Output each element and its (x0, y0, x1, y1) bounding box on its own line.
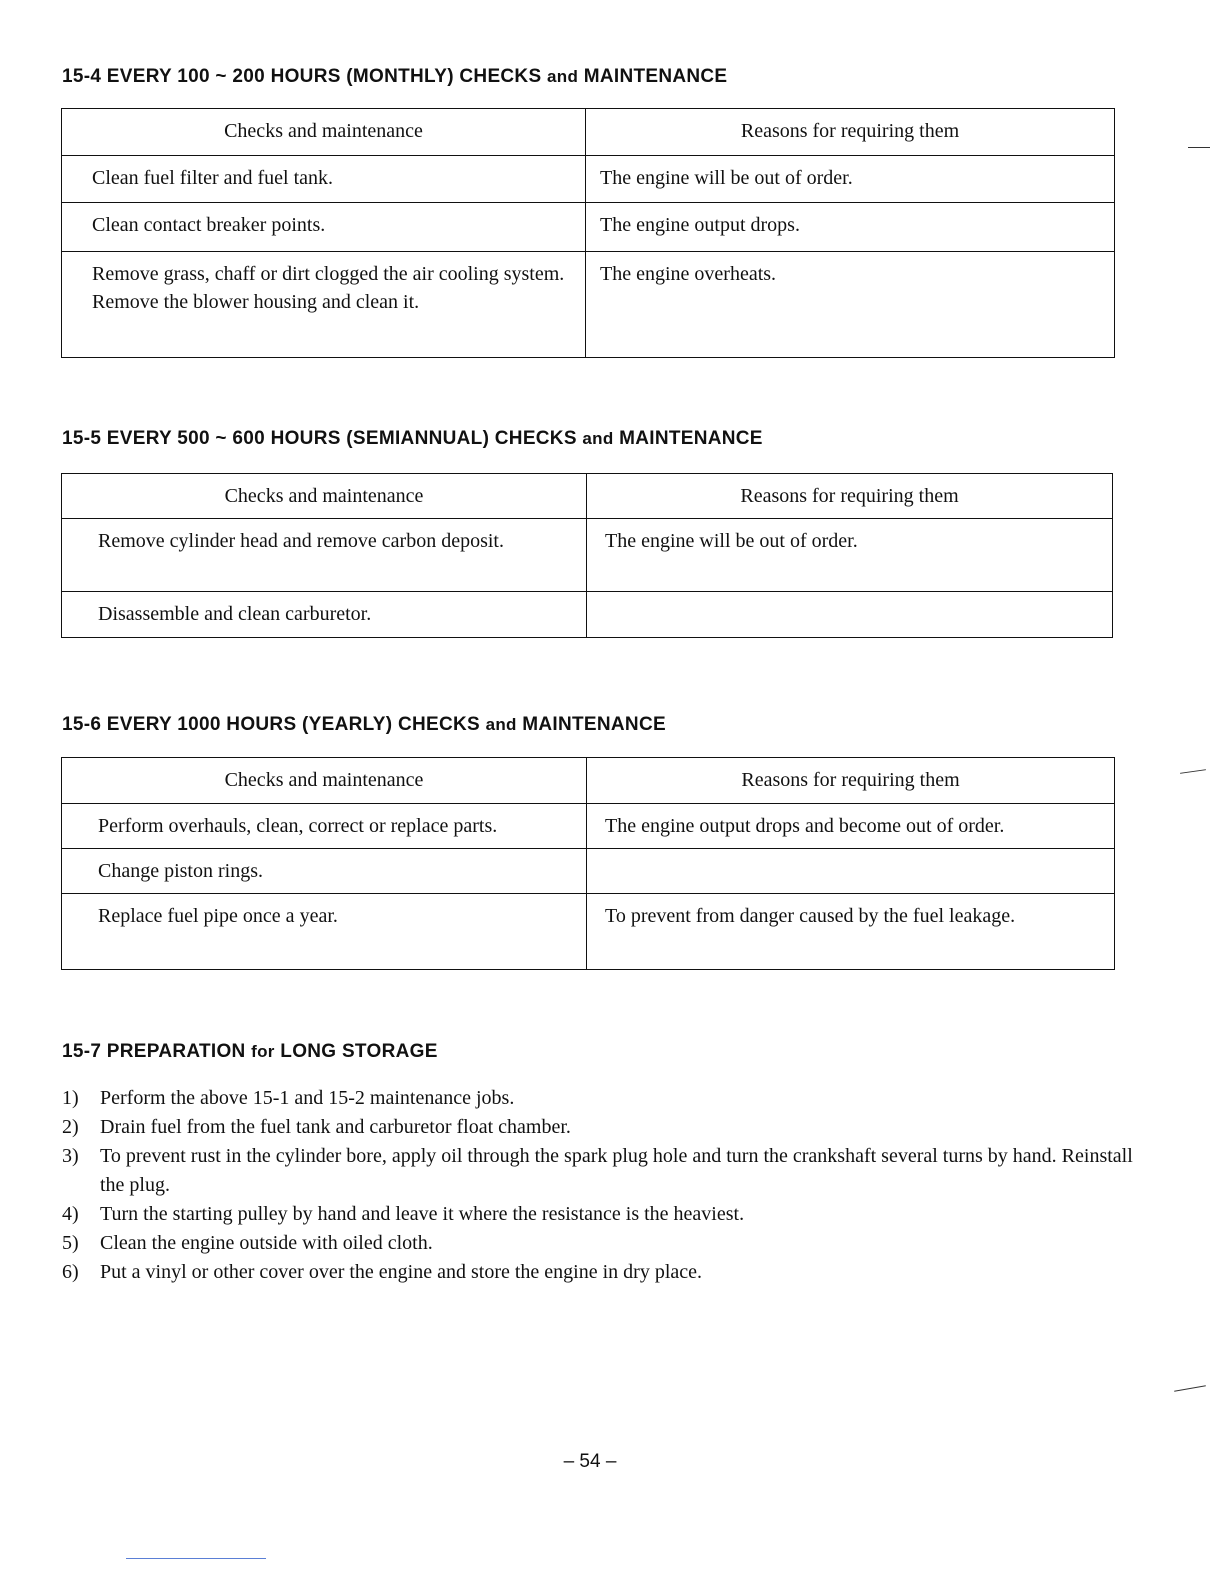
check-cell: Replace fuel pipe once a year. (62, 894, 587, 970)
table-row (62, 156, 1115, 203)
col-header-checks: Checks and maintenance (62, 474, 587, 519)
margin-mark (1188, 147, 1210, 148)
reason-cell (587, 592, 1113, 638)
table-row (62, 592, 1113, 638)
step-text: Clean the engine outside with oiled cloth. (100, 1232, 433, 1254)
storage-steps-list (62, 1084, 1142, 1287)
step-number: 5) (62, 1232, 79, 1254)
maintenance-table-15-6 (61, 757, 1115, 970)
reason-cell: The engine output drops. (586, 203, 1115, 252)
list-item (62, 1084, 1142, 1113)
step-text: Perform the above 15-1 and 15-2 maintenance jobs. (100, 1087, 515, 1109)
heading-text: 15-6 EVERY 1000 HOURS (YEARLY) CHECKS (62, 714, 486, 735)
heading-and: and (547, 67, 579, 86)
list-item (62, 1113, 1142, 1142)
check-cell: Clean fuel filter and fuel tank. (62, 156, 586, 203)
list-item (62, 1229, 1142, 1258)
heading-text-end: MAINTENANCE (516, 714, 666, 735)
list-item (62, 1142, 1142, 1200)
page-number: – 54 – (563, 1451, 617, 1472)
reason-cell (587, 849, 1115, 894)
step-number: 4) (62, 1203, 79, 1225)
step-number: 2) (62, 1116, 79, 1138)
section-heading-15-7 (62, 1041, 438, 1063)
table-row (62, 849, 1115, 894)
list-item (62, 1258, 1142, 1287)
reason-cell: The engine output drops and become out of order. (587, 804, 1115, 849)
heading-text-end: LONG STORAGE (274, 1041, 438, 1062)
check-cell: Remove grass, chaff or dirt clogged the air cooling system. Remove the blower housing and clean it. (62, 252, 586, 358)
table-row (62, 894, 1115, 970)
table-header-row (62, 109, 1115, 156)
check-cell: Change piston rings. (62, 849, 587, 894)
heading-and: and (582, 429, 614, 448)
maintenance-table-15-4 (61, 108, 1115, 358)
check-cell: Perform overhauls, clean, correct or replace parts. (62, 804, 587, 849)
step-number: 6) (62, 1261, 79, 1283)
check-cell: Disassemble and clean carburetor. (62, 592, 587, 638)
col-header-reasons: Reasons for requiring them (587, 758, 1115, 804)
heading-text-end: MAINTENANCE (578, 66, 728, 87)
reason-cell: The engine will be out of order. (586, 156, 1115, 203)
heading-for: for (251, 1042, 275, 1061)
heading-text: 15-4 EVERY 100 ~ 200 HOURS (MONTHLY) CHECKS (62, 66, 548, 87)
reason-cell: The engine overheats. (586, 252, 1115, 358)
step-text: Turn the starting pulley by hand and leave it where the resistance is the heaviest. (100, 1203, 745, 1225)
maintenance-table-15-5 (61, 473, 1113, 638)
step-text: Drain fuel from the fuel tank and carburetor float chamber. (100, 1116, 571, 1138)
check-cell: Remove cylinder head and remove carbon deposit. (62, 519, 587, 592)
col-header-checks: Checks and maintenance (62, 758, 587, 804)
section-heading-15-6 (62, 714, 666, 736)
table-row (62, 252, 1115, 358)
reason-cell: To prevent from danger caused by the fuel leakage. (587, 894, 1115, 970)
heading-and: and (485, 715, 517, 734)
table-row (62, 203, 1115, 252)
step-text: Put a vinyl or other cover over the engine and store the engine in dry place. (100, 1261, 703, 1283)
margin-mark (1180, 769, 1206, 774)
heading-text-end: MAINTENANCE (613, 428, 763, 449)
col-header-reasons: Reasons for requiring them (587, 474, 1113, 519)
heading-text: 15-7 PREPARATION (62, 1041, 252, 1062)
section-heading-15-5 (62, 428, 763, 450)
bottom-rule (126, 1558, 266, 1559)
list-item (62, 1200, 1142, 1229)
reason-cell: The engine will be out of order. (587, 519, 1113, 592)
col-header-reasons: Reasons for requiring them (586, 109, 1115, 156)
step-text: To prevent rust in the cylinder bore, apply oil through the spark plug hole and turn the crankshaft several turns by hand. Reinstall the plug. (100, 1145, 1133, 1196)
step-number: 3) (62, 1145, 79, 1167)
table-row (62, 804, 1115, 849)
table-header-row (62, 758, 1115, 804)
heading-text: 15-5 EVERY 500 ~ 600 HOURS (SEMIANNUAL) CHECKS (62, 428, 583, 449)
check-cell: Clean contact breaker points. (62, 203, 586, 252)
step-number: 1) (62, 1087, 79, 1109)
table-header-row (62, 474, 1113, 519)
margin-mark (1174, 1385, 1206, 1392)
section-heading-15-4 (62, 66, 727, 88)
col-header-checks: Checks and maintenance (62, 109, 586, 156)
table-row (62, 519, 1113, 592)
